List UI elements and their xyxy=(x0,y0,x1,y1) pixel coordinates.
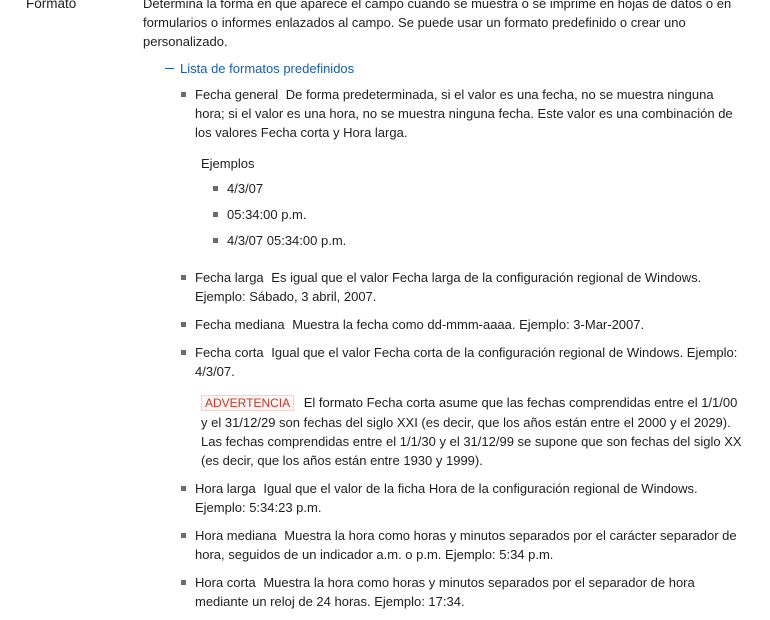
bullet-icon xyxy=(181,350,186,355)
warning-text: El formato Fecha corta asume que las fechas comprendidas entre el 1/1/00 y el 31/12/29 son fechas del siglo XXI (es decir, que los años están entre el 2000 y el 2029). Las fechas comprendidas entre el 1/1/30 y el 31/12/99 se supone que son fechas del siglo XX (es decir, que los años están entre 1930 y 1999). xyxy=(201,395,742,468)
bullet-icon xyxy=(213,212,218,217)
example-value: 05:34:00 p.m. xyxy=(227,207,307,222)
format-desc: Igual que el valor Fecha corta de la configuración regional de Windows. Ejemplo: 4/3/07. xyxy=(195,345,738,379)
format-desc: De forma predeterminada, si el valor es una fecha, no se muestra ninguna hora; si el valor es una hora, no se muestra ninguna fecha. Este valor es una combinación de los valores Fecha corta y Hora larga. xyxy=(195,87,733,140)
intro-text: Determina la forma en que aparece el campo cuando se muestra o se imprime en hojas de datos o en formularios o informes enlazados al campo. Se puede usar un formato predefinido o crear uno personalizado. xyxy=(143,0,732,49)
format-desc: Muestra la fecha como dd-mmm-aaaa. Ejemplo: 3-Mar-2007. xyxy=(292,317,645,332)
list-item xyxy=(181,479,743,517)
format-desc: Muestra la hora como horas y minutos separados por el carácter separador de hora, seguidos de un indicador a.m. o p.m. Ejemplo: 5:34 p.m. xyxy=(195,528,737,562)
format-desc: Es igual que el valor Fecha larga de la configuración regional de Windows. Ejemplo: Sábado, 3 abril, 2007. xyxy=(195,270,702,304)
format-term: Fecha mediana xyxy=(195,317,285,332)
bullet-icon xyxy=(181,322,186,327)
warning-tag: ADVERTENCIA xyxy=(201,395,294,411)
format-term: Hora corta xyxy=(195,575,256,590)
list-item xyxy=(181,268,743,306)
format-term: Hora mediana xyxy=(195,528,277,543)
property-label: Formato xyxy=(26,0,77,11)
examples-heading: Ejemplos xyxy=(201,156,255,171)
format-term: Fecha corta xyxy=(195,345,264,360)
example-item xyxy=(213,179,743,198)
example-item xyxy=(213,205,743,224)
list-item xyxy=(181,343,743,470)
list-item xyxy=(181,315,743,334)
list-item xyxy=(181,85,743,250)
bullet-icon xyxy=(181,92,186,97)
examples-list xyxy=(213,179,743,250)
example-value: 4/3/07 xyxy=(227,181,264,196)
format-desc: Igual que el valor de la ficha Hora de la configuración regional de Windows. Ejemplo: 5:34:23 p.m. xyxy=(195,481,698,515)
predefined-formats-toggle[interactable] xyxy=(165,59,743,78)
example-value: 4/3/07 05:34:00 p.m. xyxy=(227,233,347,248)
bullet-icon xyxy=(213,186,218,191)
predefined-formats-toggle-label: Lista de formatos predefinidos xyxy=(180,61,355,76)
examples-block xyxy=(201,154,743,250)
collapse-icon xyxy=(165,68,174,69)
formats-list xyxy=(181,85,743,611)
property-description xyxy=(143,0,743,620)
bullet-icon xyxy=(181,275,186,280)
format-term: Hora larga xyxy=(195,481,256,496)
bullet-icon xyxy=(181,533,186,538)
warning-block xyxy=(201,393,743,470)
format-term: Fecha larga xyxy=(195,270,264,285)
list-item xyxy=(181,573,743,611)
bullet-icon xyxy=(181,486,186,491)
format-desc: Muestra la hora como horas y minutos separados por el separador de hora mediante un reloj de 24 horas. Ejemplo: 17:34. xyxy=(195,575,695,609)
format-term: Fecha general xyxy=(195,87,279,102)
example-item xyxy=(213,231,743,250)
list-item xyxy=(181,526,743,564)
bullet-icon xyxy=(213,238,218,243)
bullet-icon xyxy=(181,580,186,585)
